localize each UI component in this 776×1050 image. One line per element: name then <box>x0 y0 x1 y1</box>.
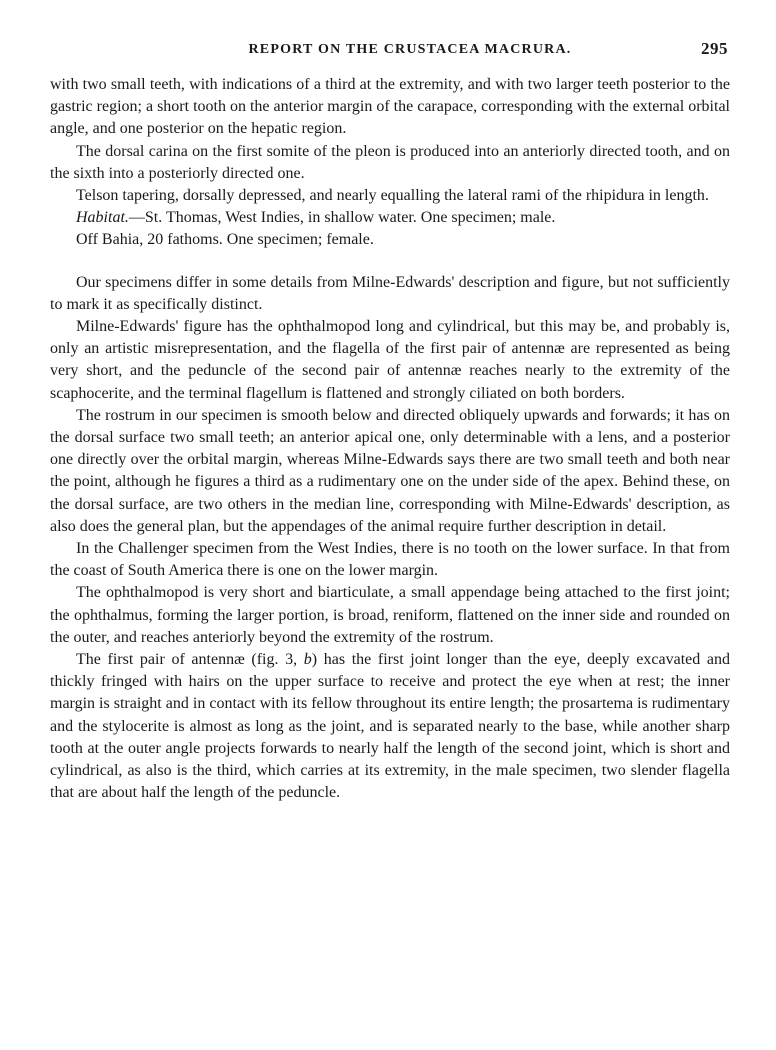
page <box>50 39 730 805</box>
antennae-text-start: The first pair of antennæ (fig. 3, <box>76 651 304 669</box>
paragraph-rostrum: The rostrum in our specimen is smooth below and directed obliquely upwards and forwards; it has on the dorsal surface two small teeth; an anterior apical one, only determinable with a lens, and a posterior one directly over the orbital margin, whereas Milne-Edwards says there are two small teeth and both near the point, although he figures a third as a rudimentary one on the under side of the apex. Behind these, on the dorsal surface, are two others in the median line, corresponding with Milne-Edwards' description, as also does the general plan, but the appendages of the animal require further description in detail. <box>50 406 730 535</box>
paragraph-specimens-differ: Our specimens differ in some details from Milne-Edwards' description and figure, but not sufficiently to mark it as specifically distinct. <box>50 273 730 313</box>
body-text <box>50 74 730 805</box>
paragraph-continuation: with two small teeth, with indications of a third at the extremity, and with two larger teeth posterior to the gastric region; a short tooth on the anterior margin of the carapace, corresponding with the external orbital angle, and one posterior on the hepatic region. <box>50 76 730 138</box>
paragraph-first-antennae <box>50 649 730 804</box>
running-title: REPORT ON THE CRUSTACEA MACRURA. <box>248 42 572 57</box>
figure-reference: b <box>303 651 312 669</box>
paragraph-habitat <box>50 207 730 229</box>
paragraph-milne-edwards-figure: Milne-Edwards' figure has the ophthalmopod long and cylindrical, but this may be, and probably is, only an artistic misrepresentation, and the flagella of the first pair of antennæ are represented as being very short, and the peduncle of the second pair of antennæ reaches nearly to the extremity of the scaphocerite, and the terminal flagellum is flattened and strongly ciliated on both borders. <box>50 318 730 402</box>
paragraph-telson: Telson tapering, dorsally depressed, and nearly equalling the lateral rami of the rhipidura in length. <box>76 187 709 205</box>
antennae-text-rest: ) has the first joint longer than the eye, deeply excavated and thickly fringed with hairs on the upper surface to receive and protect the eye when at rest; the inner margin is straight and in contact with its fellow throughout its entire length; the prosartema is rudimentary and the stylocerite is almost as long as the joint, and is separated nearly to the base, while another sharp tooth at the outer angle projects forwards to nearly half the length of the second joint, which is short and cylindrical, as also is the third, which carries at its extremity, in the male specimen, two slender flagella that are about half the length of the peduncle. <box>50 651 730 802</box>
paragraph-challenger-specimen: In the Challenger specimen from the West Indies, there is no tooth on the lower surface. In that from the coast of South America there is one on the lower margin. <box>50 540 730 580</box>
running-header <box>50 39 730 68</box>
page-number: 295 <box>701 39 728 58</box>
paragraph-ophthalmopod: The ophthalmopod is very short and biarticulate, a small appendage being attached to the first joint; the ophthalmus, forming the larger portion, is broad, reniform, flattened on the inner side and rounded on the outer, and reaches anteriorly beyond the extremity of the rostrum. <box>50 584 730 646</box>
paragraph-dorsal-carina: The dorsal carina on the first somite of the pleon is produced into an anteriorly directed tooth, and on the sixth into a posteriorly directed one. <box>50 142 730 182</box>
habitat-label: Habitat. <box>76 209 129 227</box>
paragraph-off-bahia: Off Bahia, 20 fathoms. One specimen; female. <box>76 231 374 249</box>
habitat-text: —St. Thomas, West Indies, in shallow water. One specimen; male. <box>128 209 556 227</box>
